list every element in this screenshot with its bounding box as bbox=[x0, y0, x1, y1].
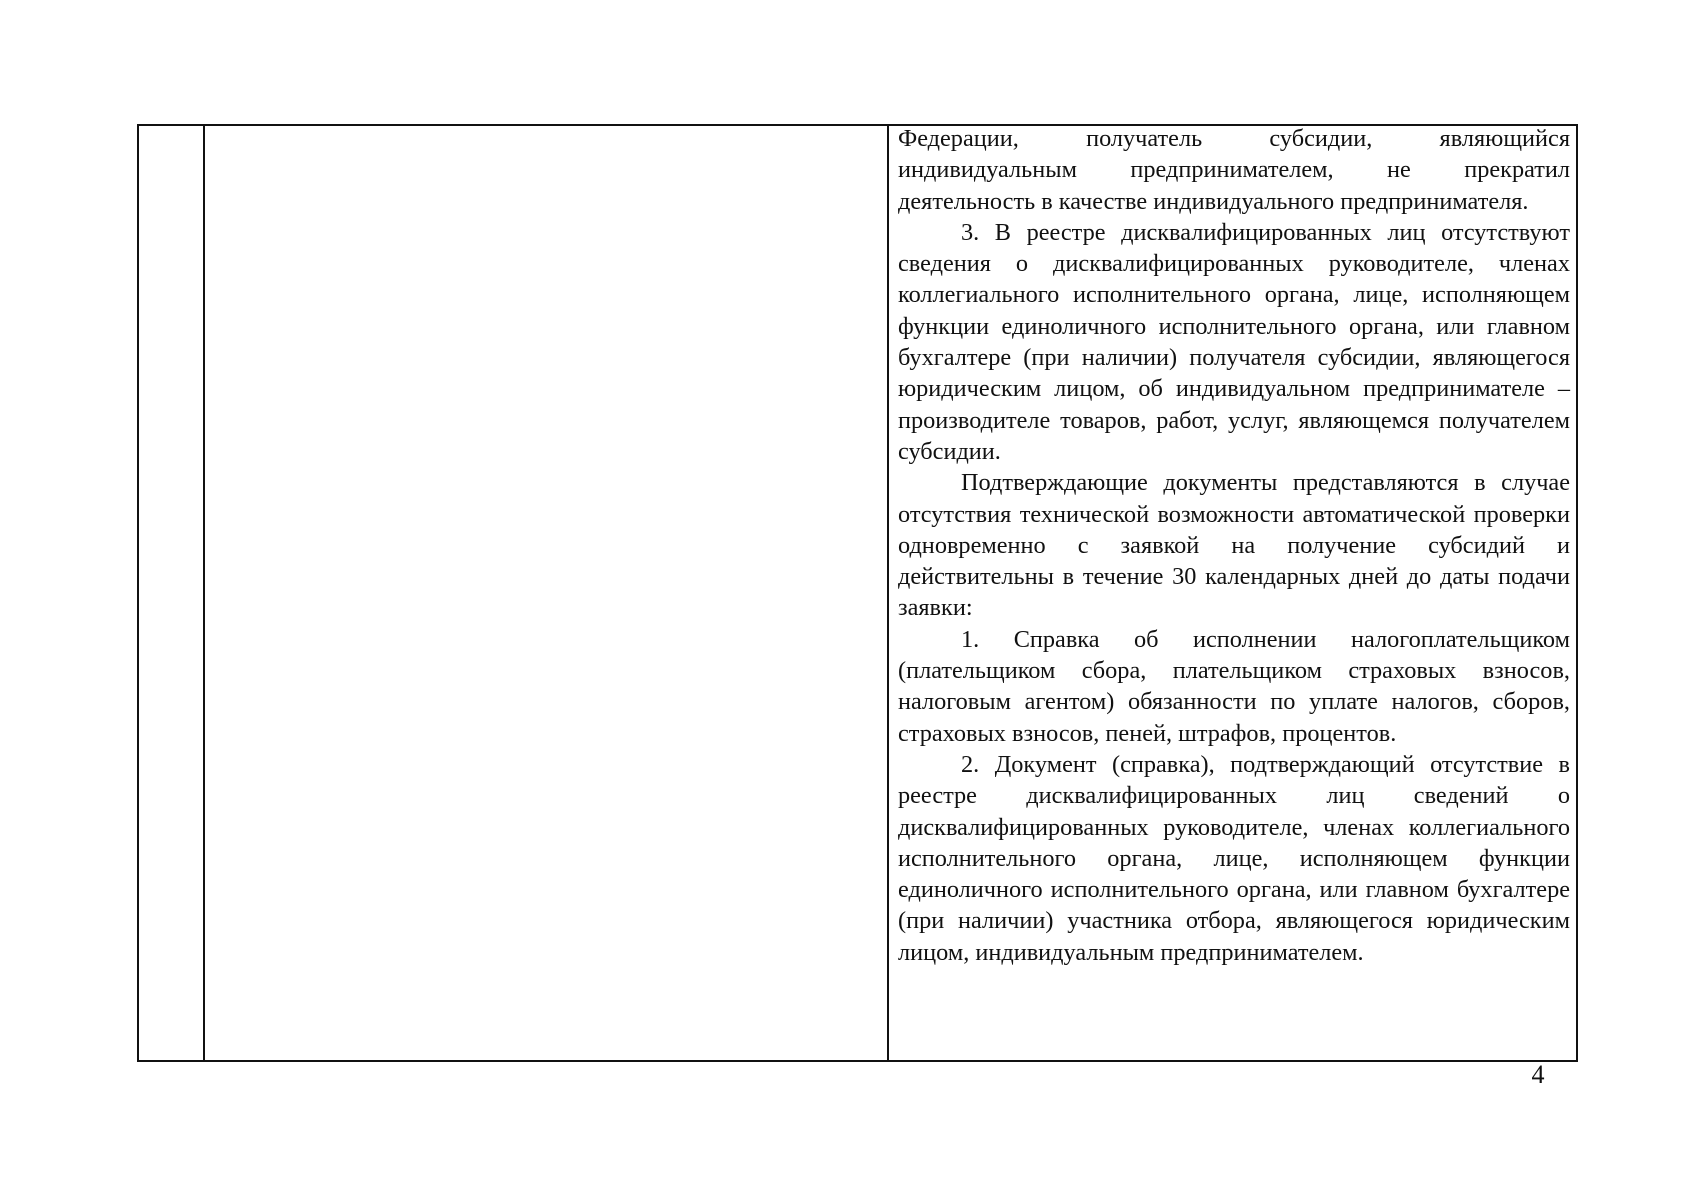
paragraph-document-2: 2. Документ (справка), подтверждающий отсутствие в реестре дисквалифицированных лиц сведений о дисквалифицированных руководителе, членах коллегиального исполнительного органа, лице, исполняющем функции единоличного исполнительного органа, или главном бухгалтере (при наличии) участника отбора, являющегося юридическим лицом, индивидуальным предпринимателем. bbox=[898, 750, 1570, 966]
document-table bbox=[137, 124, 1578, 1062]
table-cell-requirements bbox=[898, 123, 1570, 968]
paragraph-document-1: 1. Справка об исполнении налогоплательщиком (плательщиком сбора, плательщиком страховых взносов, налоговым агентом) обязанности по уплате налогов, сборов, страховых взносов, пеней, штрафов, процентов. bbox=[898, 625, 1570, 747]
paragraph-supporting-documents: Подтверждающие документы представляются в случае отсутствия технической возможности автоматической проверки одновременно с заявкой на получение субсидий и действительны в течение 30 календарных дней до даты подачи заявки: bbox=[898, 469, 1570, 622]
table-column-divider-number bbox=[203, 126, 205, 1060]
table-column-divider-content bbox=[887, 126, 889, 1060]
paragraph-continuation: Федерации, получатель субсидии, являющийся индивидуальным предпринимателем, не прекратил деятельность в качестве индивидуального предпринимателя. bbox=[898, 125, 1570, 215]
page-number: 4 bbox=[1531, 1060, 1545, 1089]
paragraph-item-3: 3. В реестре дисквалифицированных лиц отсутствуют сведения о дисквалифицированных руководителе, членах коллегиального исполнительного органа, лице, исполняющем функции единоличного исполнительного органа, или главном бухгалтере (при наличии) получателя субсидии, являющегося юридическим лицом, об индивидуальном предпринимателе – производителе товаров, работ, услуг, являющемся получателем субсидии. bbox=[898, 218, 1570, 465]
